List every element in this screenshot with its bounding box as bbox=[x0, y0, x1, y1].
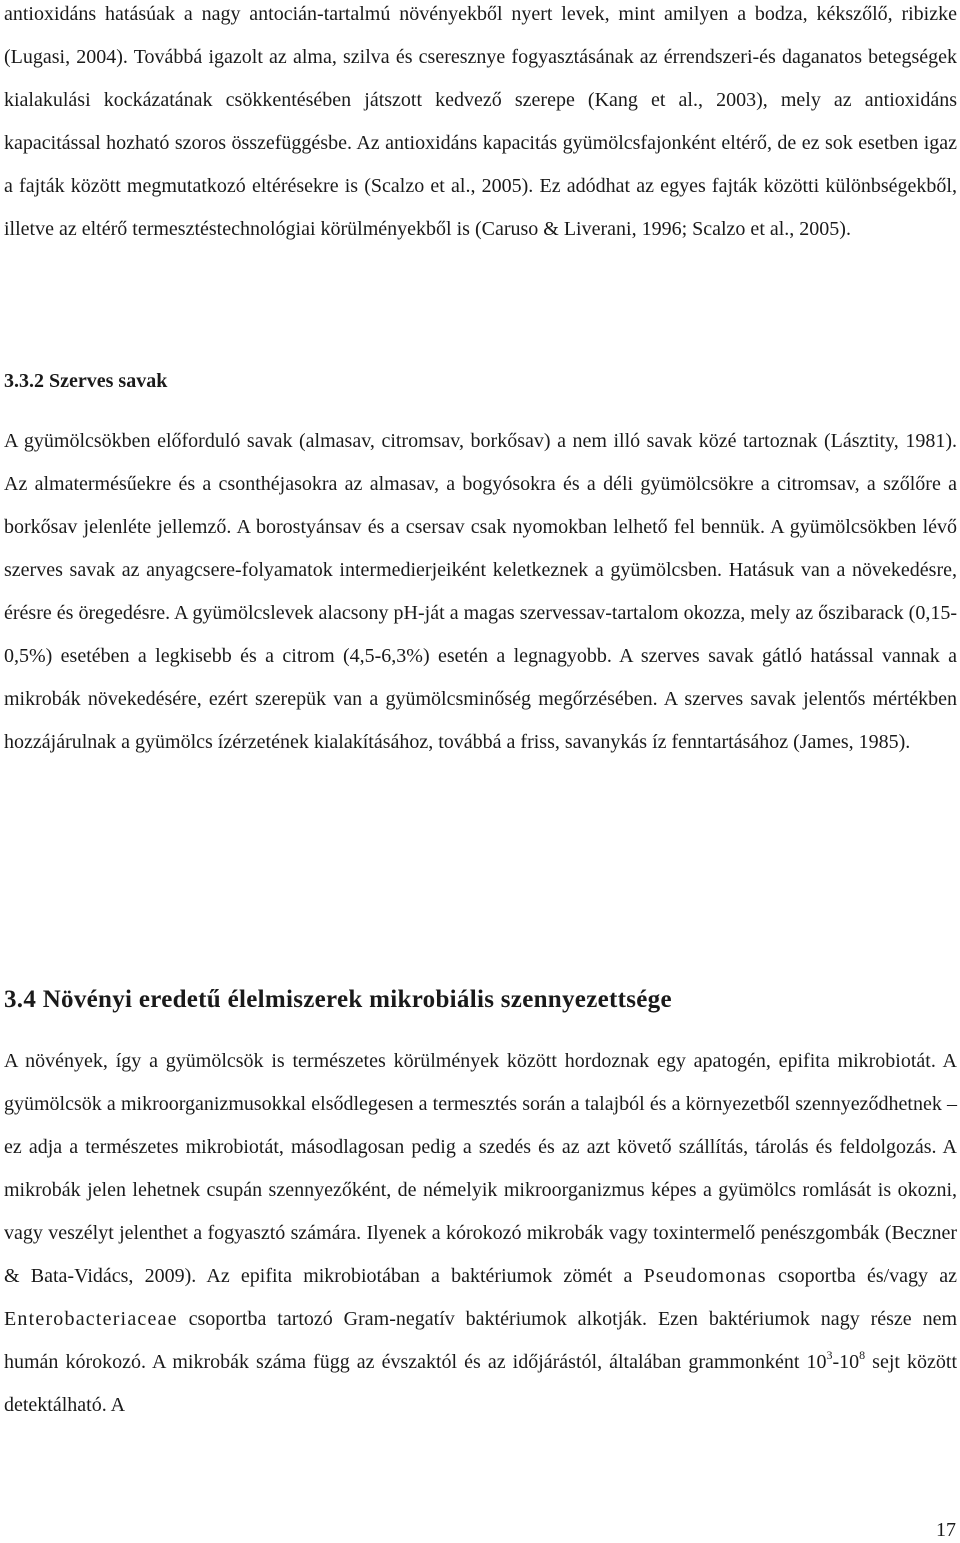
section-heading-3-3-2: 3.3.2 Szerves savak bbox=[4, 370, 168, 392]
paragraph-microbial-contamination bbox=[4, 1040, 957, 1427]
paragraph-organic-acids: A gyümölcsökben előforduló savak (almasav, citromsav, borkősav) a nem illó savak közé tartoznak (Lásztity, 1981). Az almatermésűekre és a csonthéjasokra az almasav, a bogyósokra és a déli gyümölcsökre a citromsav, a szőlőre a borkősav jelenléte jellemző. A borostyánsav és a csersav csak nyomokban lelhető fel bennük. A gyümölcsökben lévő szerves savak az anyagcsere-folyamatok intermedierjeiként keletkeznek a gyümölcsben. Hatásuk van a növekedésre, érésre és öregedésre. A gyümölcslevek alacsony pH-ját a magas szervessav-tartalom okozza, mely az őszibarack (0,15-0,5%) esetében a legkisebb és a citrom (4,5-6,3%) esetén a legnagyobb. A szerves savak gátló hatással vannak a mikrobák növekedésére, ezért szerepük van a gyümölcsminőség megőrzésében. A szerves savak jelentős mértékben hozzájárulnak a gyümölcs ízérzetének kialakításához, továbbá a friss, savanykás íz fenntartásához (James, 1985). bbox=[4, 430, 957, 753]
exponent: 8 bbox=[859, 1348, 866, 1362]
paragraph-text-part: csoportba tartozó Gram-negatív baktériumok alkotják. Ezen baktériumok nagy része nem humán kórokozó. A mikrobák száma függ az évszaktól és az időjárástól, általában grammonként 10 bbox=[4, 1308, 957, 1373]
taxon-name: Enterobacteriaceae bbox=[4, 1308, 178, 1330]
paragraph-text-part: -10 bbox=[832, 1351, 860, 1373]
taxon-name: Pseudomonas bbox=[643, 1265, 767, 1287]
paragraph-text-part: csoportba és/vagy az bbox=[766, 1265, 957, 1287]
exponent: 3 bbox=[826, 1348, 833, 1362]
paragraph-antioxidants: antioxidáns hatásúak a nagy antocián-tartalmú növényekből nyert levek, mint amilyen a bodza, kékszőlő, ribizke (Lugasi, 2004). Továbbá igazolt az alma, szilva és cseresznye fogyasztásának az érrendszeri-és daganatos betegségek kialakulási kockázatának csökkentésében játszott kedvező szerepe (Kang et al., 2003), mely az antioxidáns kapacitással hozható szoros összefüggésbe. Az antioxidáns kapacitás gyümölcsfajonként eltérő, de ez sok esetben igaz a fajták között megmutatkozó eltérésekre is (Scalzo et al., 2005). Ez adódhat az egyes fajták közötti különbségekből, illetve az eltérő termesztéstechnológiai körülményekből is (Caruso & Liverani, 1996; Scalzo et al., 2005). bbox=[4, 3, 957, 240]
paragraph-text-part: sejt között detektálható. A bbox=[4, 1351, 957, 1416]
paragraph-text-part: A növények, így a gyümölcsök is természetes körülmények között hordoznak egy apatogén, epifita mikrobiotát. A gyümölcsök a mikroorganizmusokkal elsődlegesen a termesztés során a talajból és a környezetből szennyeződhetnek – ez adja a természetes mikrobiotát, másodlagosan pedig a szedés és az azt követő szállítás, tárolás és feldolgozás. A mikrobák jelen lehetnek csupán szennyezőként, de némelyik mikroorganizmus képes a gyümölcs romlását is okozni, vagy veszélyt jelenthet a fogyasztó számára. Ilyenek a kórokozó mikrobák vagy toxintermelő penészgombák (Beczner & Bata-Vidács, 2009). Az epifita mikrobiotában a baktériumok zömét a bbox=[4, 1050, 957, 1287]
section-heading-3-4: 3.4 Növényi eredetű élelmiszerek mikrobiális szennyezettsége bbox=[4, 986, 672, 1013]
page-number: 17 bbox=[936, 1519, 956, 1541]
